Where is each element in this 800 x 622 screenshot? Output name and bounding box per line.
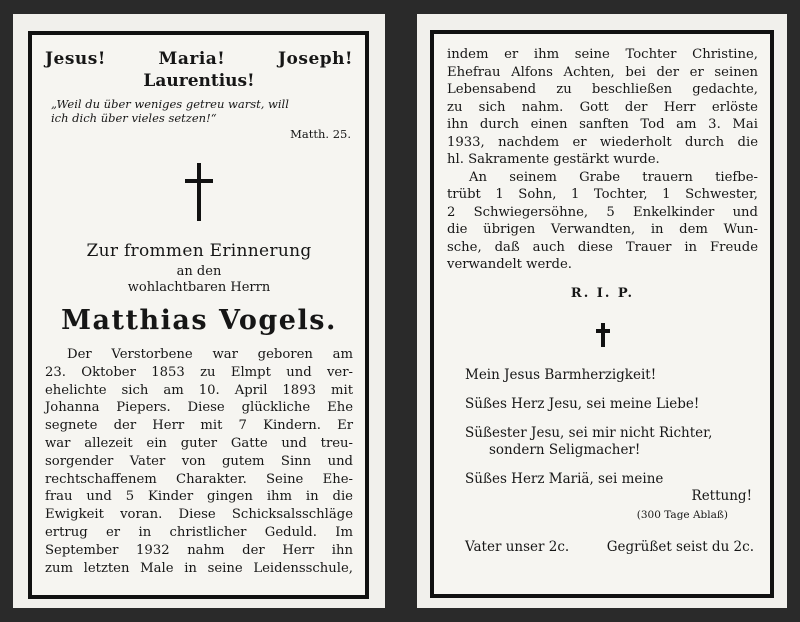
right-card-frame — [430, 30, 774, 598]
mourners-line: trübt 1 Sohn, 1 Tochter, 1 Schwester, — [447, 187, 758, 202]
right-card-page — [417, 14, 787, 608]
closing-our-father: Vater unser 2c. — [465, 538, 570, 555]
biography-line: Ewigkeit voran. Diese Schicksalsschläge — [45, 507, 353, 523]
closing-prayers — [447, 539, 758, 555]
prayer-group — [465, 425, 754, 459]
invocation-header — [45, 49, 353, 69]
scripture-quote — [45, 97, 353, 125]
prayer-line: Rettung! — [691, 487, 752, 504]
small-cross-icon — [596, 323, 610, 347]
biography-line: zum letzten Male in seine Leidensschule, — [45, 560, 353, 576]
biography-line: Johanna Piepers. Diese glückliche Ehe — [45, 400, 353, 416]
memorial-heading: Zur frommen Erinnerung — [86, 241, 312, 261]
invocation-maria: Maria! — [158, 49, 226, 69]
quote-line: „Weil du über weniges getreu warst, will — [51, 97, 289, 111]
biography-continued — [447, 46, 758, 274]
biography-line: war allezeit ein guter Gatte und treu- — [45, 435, 353, 451]
biography-line: rechtschaffenem Charakter. Seine Ehe- — [45, 471, 353, 487]
biography-line: ihn durch einen sanften Tod am 3. Mai — [447, 117, 758, 132]
biography-line: sorgender Vater von gutem Sinn und — [45, 453, 353, 469]
biography-line: Ehefrau Alfons Achten, bei der er seinen — [447, 64, 758, 80]
biography-line: Lebensabend zu beschließen gedachte, — [447, 82, 758, 97]
rip-text: R. I. P. — [570, 285, 635, 301]
memorial-title: wohlachtbaren Herrn — [127, 280, 271, 295]
quote-line: ich dich über vieles setzen!“ — [51, 111, 217, 125]
biography-line: 23. Oktober 1853 zu Elmpt und ver- — [45, 364, 353, 380]
quote-reference: Matth. 25. — [290, 127, 351, 141]
memorial-an-den: an den — [176, 264, 222, 279]
biography-line: frau und 5 Kinder gingen ihm in die — [45, 489, 353, 505]
biography-line: September 1932 nahm der Herr ihn — [45, 542, 353, 558]
prayer-line: sondern Seligmacher! — [489, 441, 641, 458]
mourners-line: sche, daß auch diese Trauer in Freude — [447, 239, 758, 255]
biography-line: segnete der Herr mit 7 Kindern. Er — [45, 418, 353, 434]
biography-line: Der Verstorbene war geboren am — [67, 347, 353, 362]
prayer-group — [465, 471, 754, 505]
invocation-joseph: Joseph! — [278, 49, 353, 69]
mourners-line: 2 Schwiegersöhne, 5 Enkelkinder und — [447, 204, 758, 220]
biography-line: hl. Sakramente gestärkt wurde. — [447, 152, 660, 167]
mourners-line: die übrigen Verwandten, in dem Wun- — [447, 222, 758, 237]
large-cross-icon — [185, 163, 213, 221]
prayer-line: Süßes Herz Jesu, sei meine Liebe! — [465, 395, 700, 412]
prayers-block — [447, 367, 758, 505]
mourners-line: verwandelt werde. — [447, 257, 572, 272]
invocation-jesus: Jesus! — [45, 49, 106, 69]
mourners-line: An seinem Grabe trauern tiefbe- — [469, 169, 758, 185]
biography-line: 1933, nachdem er wiederholt durch die — [447, 134, 758, 150]
biography-line: ertrug er in christlicher Geduld. Im — [45, 524, 353, 540]
prayer-line: Mein Jesus Barmherzigkeit! — [465, 366, 657, 383]
biography-text — [45, 346, 353, 577]
biography-line: indem er ihm seine Tochter Christine, — [447, 47, 758, 62]
invocation-laurentius: Laurentius! — [143, 71, 255, 91]
left-card-frame — [28, 31, 369, 599]
left-card-page — [13, 14, 385, 608]
deceased-name: Matthias Vogels. — [61, 305, 337, 336]
prayer-line: Süßester Jesu, sei mir nicht Richter, — [465, 424, 713, 441]
biography-line: ehelichte sich am 10. April 1893 mit — [45, 382, 353, 398]
prayer-line: Süßes Herz Mariä, sei meine — [465, 470, 664, 487]
biography-line: zu sich nahm. Gott der Herr erlöste — [447, 99, 758, 115]
indulgence-note: (300 Tage Ablaß) — [636, 508, 728, 521]
closing-hail-mary: Gegrüßet seist du 2c. — [606, 538, 754, 555]
